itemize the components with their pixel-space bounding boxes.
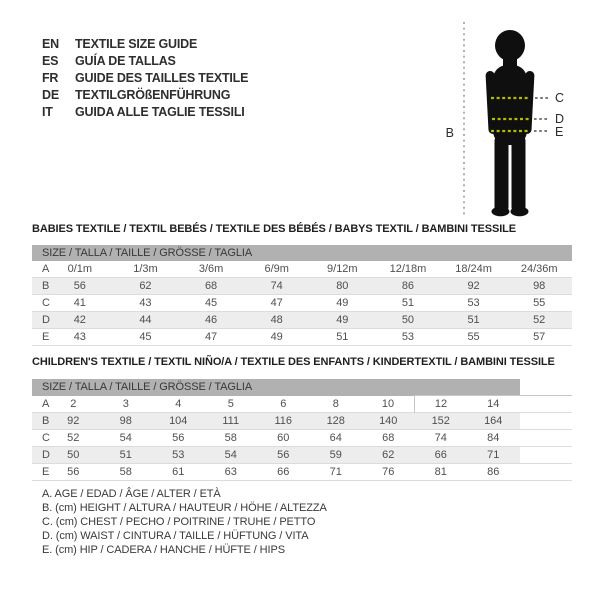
size-value-cell: 49 bbox=[270, 331, 283, 343]
language-code: IT bbox=[42, 104, 53, 119]
row-label-cell: B bbox=[42, 280, 50, 292]
size-value-cell: 57 bbox=[533, 331, 546, 343]
language-title: GUIDE DES TAILLES TEXTILE bbox=[75, 70, 249, 85]
size-value-cell: 51 bbox=[119, 449, 132, 461]
size-value-cell: 59 bbox=[329, 449, 342, 461]
size-value-cell: 140 bbox=[379, 415, 398, 427]
size-value-cell: 8 bbox=[332, 397, 339, 410]
legend-item-height: B. (cm) HEIGHT / ALTURA / HAUTEUR / HÖHE / ALTEZZA bbox=[42, 502, 327, 514]
size-value-cell: 6/9m bbox=[264, 263, 289, 275]
size-value-cell: 47 bbox=[204, 331, 218, 343]
table-row bbox=[32, 278, 572, 295]
size-value-cell: 54 bbox=[119, 432, 132, 444]
size-value-cell: 52 bbox=[533, 314, 546, 326]
row-label-cell: B bbox=[42, 415, 50, 427]
size-value-cell: 54 bbox=[224, 449, 237, 461]
size-value-cell: 2 bbox=[70, 397, 77, 410]
size-value-cell: 76 bbox=[382, 466, 395, 478]
legend-item-waist: D. (cm) WAIST / CINTURA / TAILLE / HÜFTUNG / VITA bbox=[42, 530, 309, 542]
size-value-cell: 24/36m bbox=[520, 263, 558, 275]
size-value-cell: 51 bbox=[401, 297, 415, 309]
size-value-cell: 10 bbox=[381, 397, 395, 410]
size-value-cell: 80 bbox=[336, 280, 349, 292]
language-row bbox=[42, 35, 248, 52]
size-value-cell: 128 bbox=[326, 415, 345, 427]
empty-cell bbox=[520, 413, 573, 430]
size-value-cell: 41 bbox=[73, 297, 86, 309]
size-value-cell: 51 bbox=[336, 331, 349, 343]
size-value-cell: 104 bbox=[169, 415, 188, 427]
row-label-cell: D bbox=[42, 449, 50, 461]
size-value-cell: 49 bbox=[336, 297, 349, 309]
size-value-cell: 81 bbox=[434, 466, 447, 478]
size-value-cell: 56 bbox=[67, 466, 80, 478]
size-value-cell: 6 bbox=[280, 397, 287, 410]
language-row bbox=[42, 69, 248, 86]
size-value-cell: 74 bbox=[270, 280, 283, 292]
size-value-cell: 55 bbox=[533, 297, 546, 309]
size-value-cell: 44 bbox=[139, 314, 152, 326]
size-value-cell: 45 bbox=[204, 297, 218, 309]
size-value-cell: 52 bbox=[67, 432, 80, 444]
legend-item-chest: C. (cm) CHEST / PECHO / POITRINE / TRUHE / PETTO bbox=[42, 516, 316, 528]
size-value-cell: 98 bbox=[119, 415, 132, 427]
empty-cell bbox=[520, 430, 573, 447]
size-value-cell: 55 bbox=[467, 331, 480, 343]
table-row bbox=[32, 396, 572, 413]
size-value-cell: 64 bbox=[329, 432, 342, 444]
size-value-cell: 66 bbox=[277, 466, 290, 478]
size-value-cell: 14 bbox=[467, 396, 520, 413]
size-value-cell: 71 bbox=[487, 449, 500, 461]
size-value-cell: 53 bbox=[172, 449, 185, 461]
language-title-list bbox=[42, 35, 248, 120]
legend-item-hip: E. (cm) HIP / CADERA / HANCHE / HÜFTE / HIPS bbox=[42, 544, 285, 556]
height-label: B bbox=[445, 126, 454, 140]
children-size-table bbox=[32, 379, 572, 481]
row-label-cell: D bbox=[42, 314, 50, 326]
child-measurement-figure bbox=[430, 15, 595, 225]
row-label-cell: E bbox=[42, 466, 50, 478]
size-value-cell: 43 bbox=[139, 297, 152, 309]
size-value-cell: 58 bbox=[224, 432, 237, 444]
size-value-cell: 9/12m bbox=[327, 263, 358, 275]
hip-label: E bbox=[555, 125, 564, 139]
table-row bbox=[32, 447, 572, 464]
empty-header-cell bbox=[520, 379, 573, 396]
size-value-cell: 98 bbox=[533, 280, 546, 292]
size-value-cell: 49 bbox=[336, 314, 349, 326]
size-value-cell: 62 bbox=[382, 449, 395, 461]
size-value-cell: 92 bbox=[67, 415, 80, 427]
language-title: TEXTILGRÖßENFÜHRUNG bbox=[75, 87, 231, 102]
children-table-title: CHILDREN'S TEXTILE / TEXTIL NIÑO/A / TEXTILE DES ENFANTS / KINDERTEXTIL / BAMBINI TESSILE bbox=[32, 356, 555, 368]
size-value-cell: 86 bbox=[401, 280, 415, 292]
size-value-cell: 71 bbox=[329, 466, 342, 478]
size-value-cell: 48 bbox=[270, 314, 283, 326]
size-header-bar: SIZE / TALLA / TAILLE / GRÖSSE / TAGLIA bbox=[32, 379, 520, 396]
table-row bbox=[32, 413, 572, 430]
size-value-cell: 3/6m bbox=[198, 263, 224, 275]
size-value-cell: 68 bbox=[382, 432, 395, 444]
row-label-cell: E bbox=[42, 331, 50, 343]
size-value-cell: 12 bbox=[415, 396, 468, 413]
size-value-cell: 1/3m bbox=[133, 263, 158, 275]
size-value-cell: 5 bbox=[227, 397, 234, 410]
size-value-cell: 51 bbox=[467, 314, 480, 326]
size-value-cell: 68 bbox=[204, 280, 218, 292]
row-label-cell: A bbox=[42, 263, 50, 275]
row-label-cell: C bbox=[42, 432, 50, 444]
size-header-bar: SIZE / TALLA / TAILLE / GRÖSSE / TAGLIA bbox=[32, 245, 572, 261]
table-row bbox=[32, 261, 572, 278]
size-header-row bbox=[32, 379, 572, 396]
size-value-cell: 46 bbox=[204, 314, 218, 326]
size-value-cell: 63 bbox=[224, 466, 237, 478]
waist-label: D bbox=[555, 112, 565, 126]
size-value-cell: 116 bbox=[274, 415, 293, 427]
measurement-legend bbox=[42, 487, 327, 557]
empty-cell bbox=[520, 464, 573, 481]
table-row bbox=[32, 329, 572, 346]
babies-table-title: BABIES TEXTILE / TEXTIL BEBÉS / TEXTILE DES BÉBÉS / BABYS TEXTIL / BAMBINI TESSILE bbox=[32, 223, 517, 235]
language-code: DE bbox=[42, 87, 59, 102]
size-value-cell: 56 bbox=[277, 449, 290, 461]
size-value-cell: 66 bbox=[434, 449, 447, 461]
language-row bbox=[42, 52, 248, 69]
size-value-cell: 50 bbox=[67, 449, 80, 461]
size-value-cell: 152 bbox=[431, 415, 450, 427]
legend-item-age: A. AGE / EDAD / ÂGE / ALTER / ETÀ bbox=[42, 488, 221, 500]
table-row bbox=[32, 295, 572, 312]
empty-cell bbox=[520, 447, 573, 464]
language-title: GUIDA ALLE TAGLIE TESSILI bbox=[75, 104, 245, 119]
size-value-cell: 58 bbox=[119, 466, 132, 478]
language-row bbox=[42, 103, 248, 120]
babies-size-table bbox=[32, 245, 572, 346]
size-value-cell: 92 bbox=[467, 280, 480, 292]
size-value-cell: 43 bbox=[73, 331, 86, 343]
size-value-cell: 62 bbox=[139, 280, 152, 292]
language-row bbox=[42, 86, 248, 103]
size-value-cell: 60 bbox=[277, 432, 290, 444]
language-code: ES bbox=[42, 53, 59, 68]
table-row bbox=[32, 430, 572, 447]
table-row bbox=[32, 464, 572, 481]
size-value-cell: 42 bbox=[73, 314, 86, 326]
row-label-cell: A bbox=[42, 397, 50, 410]
language-code: EN bbox=[42, 36, 59, 51]
size-value-cell: 12/18m bbox=[389, 263, 427, 275]
size-value-cell: 0/1m bbox=[67, 263, 93, 275]
size-value-cell: 53 bbox=[401, 331, 415, 343]
size-value-cell: 56 bbox=[172, 432, 185, 444]
size-value-cell: 61 bbox=[172, 466, 185, 478]
chest-label: C bbox=[555, 91, 565, 105]
row-label-cell: C bbox=[42, 297, 50, 309]
size-value-cell: 74 bbox=[434, 432, 447, 444]
size-value-cell: 3 bbox=[122, 397, 129, 410]
size-value-cell: 45 bbox=[139, 331, 152, 343]
empty-cell bbox=[520, 396, 573, 413]
size-header-row bbox=[32, 245, 572, 261]
language-code: FR bbox=[42, 70, 59, 85]
size-value-cell: 164 bbox=[484, 415, 503, 427]
language-title: GUÍA DE TALLAS bbox=[75, 53, 176, 68]
size-value-cell: 4 bbox=[175, 397, 182, 410]
size-value-cell: 50 bbox=[401, 314, 415, 326]
size-value-cell: 84 bbox=[487, 432, 500, 444]
size-value-cell: 53 bbox=[467, 297, 480, 309]
size-value-cell: 86 bbox=[487, 466, 500, 478]
child-silhouette-icon bbox=[485, 30, 534, 216]
size-value-cell: 56 bbox=[73, 280, 86, 292]
size-value-cell: 111 bbox=[222, 415, 240, 427]
size-value-cell: 18/24m bbox=[455, 263, 492, 275]
language-title: TEXTILE SIZE GUIDE bbox=[75, 36, 198, 51]
size-value-cell: 47 bbox=[270, 297, 283, 309]
table-row bbox=[32, 312, 572, 329]
